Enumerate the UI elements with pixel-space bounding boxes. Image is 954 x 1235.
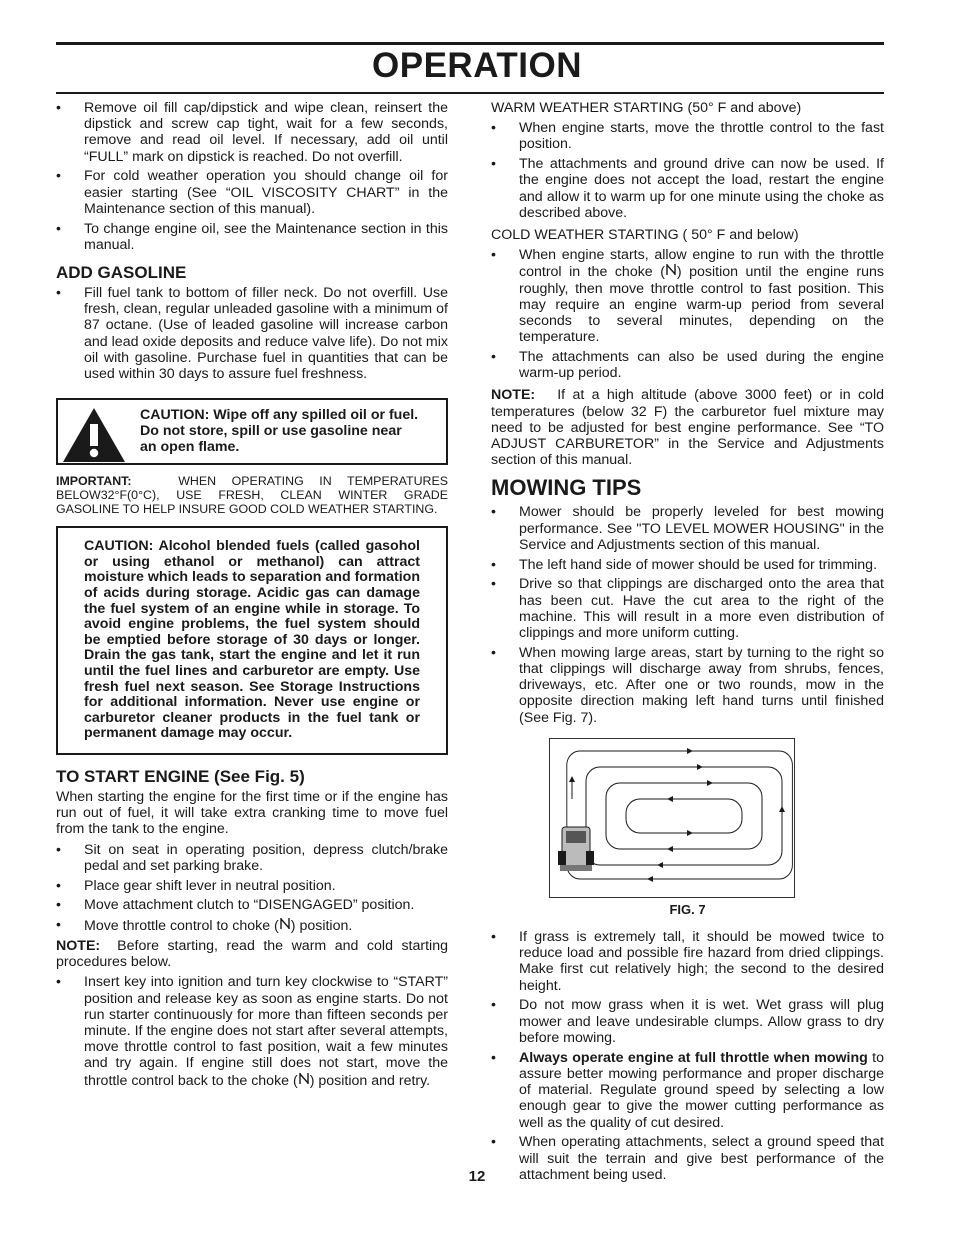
caution-alcohol-box [56, 526, 448, 755]
ignition-bullet-list [56, 974, 448, 1088]
oil-bullet-list [56, 100, 448, 253]
start-intro: When starting the engine for the first time or if the engine has run out of fuel, it will take extra cranking time to move fuel from the tank to the engine. [56, 788, 448, 838]
note-text: If at a high altitude (above 3000 feet) or in cold temperatures (below 32 F) the carburetor fuel mixture may need to be adjusted for best engine performance. See “TO ADJUST CARBURETOR” in the Service and Adjustments section of this manual. [491, 387, 884, 469]
list-item: • Remove oil fill cap/dipstick and wipe clean, reinsert the dipstick and screw cap tight, wait for a few seconds, remove and read oil level. If necessary, add oil until “FULL” mark on dipstick is reached. Do not overfill. [56, 100, 448, 165]
right-column [491, 100, 884, 1187]
start-note [56, 938, 448, 970]
warning-triangle-icon [61, 406, 127, 464]
warm-bullet-list [491, 120, 884, 221]
warm-weather-heading: WARM WEATHER STARTING (50° F and above) [491, 100, 802, 116]
list-item [56, 917, 448, 934]
mowing-bullet-list [491, 504, 884, 725]
important-label: IMPORTANT: [56, 474, 132, 489]
after-figure-bullet-list [491, 929, 884, 1183]
top-rule [56, 42, 884, 45]
tractor-icon [558, 827, 594, 871]
cold-weather-heading: COLD WEATHER STARTING ( 50° F and below) [491, 227, 799, 244]
important-text: WHEN OPERATING IN TEMPERATURES BELOW32°F(0°C), USE FRESH, CLEAN WINTER GRADE GASOLINE TO HELP INSURE GOOD COLD WEATHER STARTING. [56, 474, 448, 517]
list-item: • When engine starts, move the throttle control to the fast position. [491, 120, 884, 152]
caution-spill-box [56, 398, 448, 465]
page-title: OPERATION [372, 46, 582, 85]
list-item: • The attachments and ground drive can now be used. If the engine does not accept the load, restart the engine and allow it to warm up for one minute using the choke as described above. [491, 156, 884, 221]
gasoline-bullet-list [56, 285, 448, 382]
choke-icon [298, 1072, 310, 1085]
important-notice [56, 474, 448, 516]
list-item: • When mowing large areas, start by turning to the right so that clippings will discharge away from shrubs, fences, driveways, etc. After one or two rounds, mow in the opposite direction making left hand turns until finished (See Fig. 7). [491, 645, 884, 726]
list-item: • Fill fuel tank to bottom of filler neck. Do not overfill. Use fresh, clean, regular unleaded gasoline with a minimum of 87 octane. (Use of leaded gasoline will increase carbon and lead oxide deposits and reduce valve life). Do not mix oil with gasoline. Purchase fuel in quantities that can be used within 30 days to assure fuel freshness. [56, 285, 448, 382]
list-item: • When operating attachments, select a ground speed that will suit the terrain and give best performance of the attachment being used. [491, 1134, 884, 1183]
note-label: NOTE: [491, 387, 536, 404]
list-item: • Mower should be properly leveled for best mowing performance. See "TO LEVEL MOWER HOUSING" in the Service and Adjustments section of this manual. [491, 504, 884, 553]
caution-spill-text: CAUTION: Wipe off any spilled oil or fuel. Do not store, spill or use gasoline near an open flame. [140, 407, 419, 456]
note-label: NOTE: [56, 937, 101, 954]
figure-caption: FIG. 7 [669, 901, 706, 917]
cold-bullet-list [491, 247, 884, 381]
list-item: • The left hand side of mower should be used for trimming. [491, 557, 884, 573]
mowing-tips-heading: MOWING TIPS [491, 475, 642, 501]
altitude-note [491, 387, 884, 468]
throttle-bold-text: Always operate engine at full throttle when mowing [519, 1049, 868, 1066]
list-item: • For cold weather operation you should change oil for easier starting (See “OIL VISCOSITY CHART” in the Maintenance section of this manual). [56, 168, 448, 217]
list-item: • Sit on seat in operating position, depress clutch/brake pedal and set parking brake. [56, 842, 448, 874]
ignition-text-b: ) position and retry. [309, 1072, 431, 1089]
choke-icon [665, 263, 677, 276]
list-item [491, 247, 884, 345]
list-item: • Drive so that clippings are discharged onto the area that has been cut. Have the cut area to the right of the machine. This will result in a more even distribution of clippings and more uniform cutting. [491, 576, 884, 641]
start-bullet-list [56, 842, 448, 935]
mowing-pattern-diagram [550, 739, 794, 897]
list-item: • Move attachment clutch to “DISENGAGED” position. [56, 897, 448, 913]
list-item: • The attachments can also be used during the engine warm-up period. [491, 349, 884, 381]
list-item: • To change engine oil, see the Maintenance section in this manual. [56, 221, 448, 253]
throttle-rest-text: to assure better mowing performance and proper discharge of material. Regulate ground speed by selecting a low enough gear to give the mower cutting performance as well as the quality of cut desired. [519, 1049, 884, 1131]
list-item: • If grass is extremely tall, it should be mowed twice to reduce load and possible fire hazard from dried clippings. Make first cut relatively high; the second to the desired height. [491, 929, 884, 994]
choke-text-b: ) position. [290, 918, 353, 935]
ignition-text-a: Insert key into ignition and turn key clockwise to “START” position and release key as soon as engine starts. Do not run starter continuously for more than fifteen seconds per minute. If the engine does not start after several attempts, move throttle control to fast position, wait a few minutes and try again. If engine still does not start, move the throttle control back to the choke ( [84, 974, 448, 1089]
list-item [491, 1050, 884, 1131]
caution-alcohol-text: CAUTION: Alcohol blended fuels (called gasohol or using ethanol or methanol) can attract moisture which leads to separation and formation of acids during storage. Acidic gas can damage the fuel system of an engine while in storage. To avoid engine problems, the fuel system should be emptied before storage of 30 days or longer. Drain the gas tank, start the engine and let it run until the fuel lines and carburetor are empty. Use fresh fuel next season. See Storage Instructions for additional information. Never use engine or carburetor cleaner products in the fuel tank or permanent damage may occur. [84, 538, 420, 742]
note-text: Before starting, read the warm and cold starting procedures below. [56, 937, 448, 971]
list-item [56, 974, 448, 1088]
cold-text-a: When engine starts, allow engine to run with the throttle control in the choke ( [519, 247, 884, 281]
list-item: • Place gear shift lever in neutral position. [56, 878, 448, 894]
left-column [56, 100, 448, 1092]
add-gasoline-heading: ADD GASOLINE [56, 263, 187, 283]
title-rule [56, 92, 884, 94]
page-number: 12 [468, 1168, 486, 1185]
choke-text-a: Move throttle control to choke ( [84, 918, 279, 935]
start-engine-heading: TO START ENGINE (See Fig. 5) [56, 766, 305, 786]
cold-text-b: ) position until the engine runs roughly, then move throttle control to fast position. This may require an engine warm-up period from several seconds to several minutes, depending on the temperature. [519, 264, 884, 346]
choke-icon [279, 917, 291, 930]
mowing-pattern-figure [549, 738, 795, 898]
list-item: • Do not mow grass when it is wet. Wet grass will plug mower and leave undesirable clumps. Allow grass to dry before mowing. [491, 997, 884, 1046]
